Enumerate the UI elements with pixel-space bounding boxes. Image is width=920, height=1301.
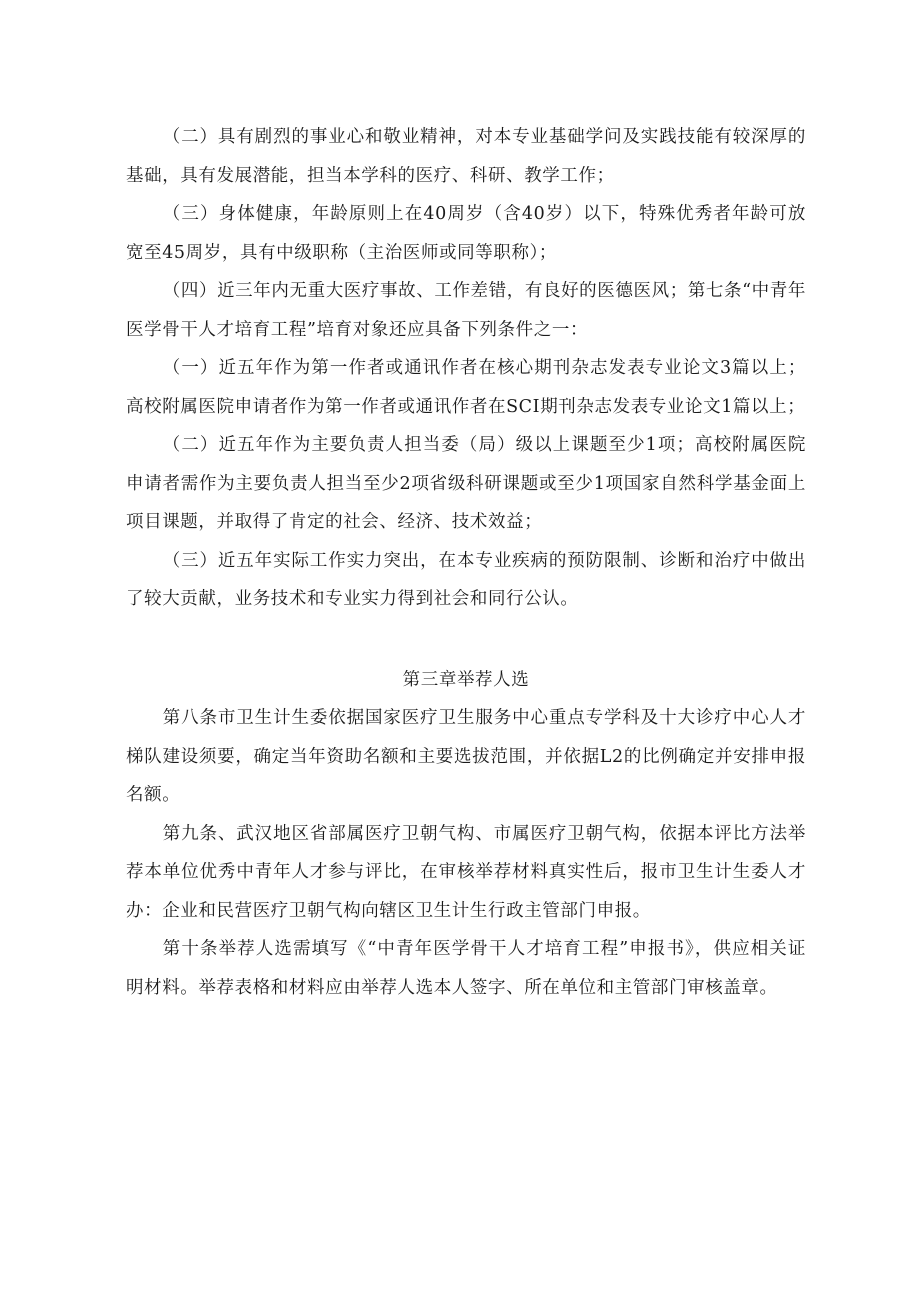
paragraph-article7-item2: （二）近五年作为主要负责人担当委（局）级以上课题至少1项；高校附属医院申请者需作为主要负责人担当至少2项省级科研课题或至少1项国家自然科学基金面上项目课题，并取得了肯定的社会、经济、技术效益； [126, 435, 806, 532]
paragraph-article6-item4: （四）近三年内无重大医疗事故、工作差错，有良好的医德医风；第七条“中青年医学骨干人才培育工程”培育对象还应具备下列条件之一： [126, 281, 806, 340]
paragraph-article7-item1: （一）近五年作为第一作者或通讯作者在核心期刊杂志发表专业论文3篇以上；高校附属医院申请者作为第一作者或通讯作者在SCI期刊杂志发表专业论文1篇以上； [126, 358, 806, 417]
paragraph-article9: 第九条、武汉地区省部属医疗卫朝气构、市属医疗卫朝气构，依据本评比方法举荐本单位优秀中青年人才参与评比，在审核举荐材料真实性后，报市卫生计生委人才办：企业和民营医疗卫朝气构向辖区卫生计生行政主管部门申报。 [126, 823, 806, 921]
paragraph-article8: 第八条市卫生计生委依据国家医疗卫生服务中心重点专学科及十大诊疗中心人才梯队建设须要，确定当年资助名额和主要选拔范围，并依据L2的比例确定并安排申报名额。 [126, 708, 806, 805]
paragraph-article10: 第十条举荐人选需填写《“中青年医学骨干人才培育工程”申报书》，供应相关证明材料。举荐表格和材料应由举荐人选本人签字、所在单位和主管部门审核盖章。 [126, 939, 806, 998]
chapter-heading: 第三章举荐人选 [402, 669, 530, 690]
document-body [126, 118, 806, 1007]
paragraph-article6-item2: （二）具有剧烈的事业心和敬业精神，对本专业基础学问及实践技能有较深厚的基础，具有发展潜能，担当本学科的医疗、科研、教学工作； [126, 127, 806, 186]
paragraph-article6-item3: （三）身体健康，年龄原则上在40周岁（含40岁）以下，特殊优秀者年龄可放宽至45周岁，具有中级职称（主治医师或同等职称）； [126, 204, 806, 263]
paragraph-article7-item3: （三）近五年实际工作实力突出，在本专业疾病的预防限制、诊断和治疗中做出了较大贡献，业务技术和专业实力得到社会和同行公认。 [126, 550, 806, 609]
